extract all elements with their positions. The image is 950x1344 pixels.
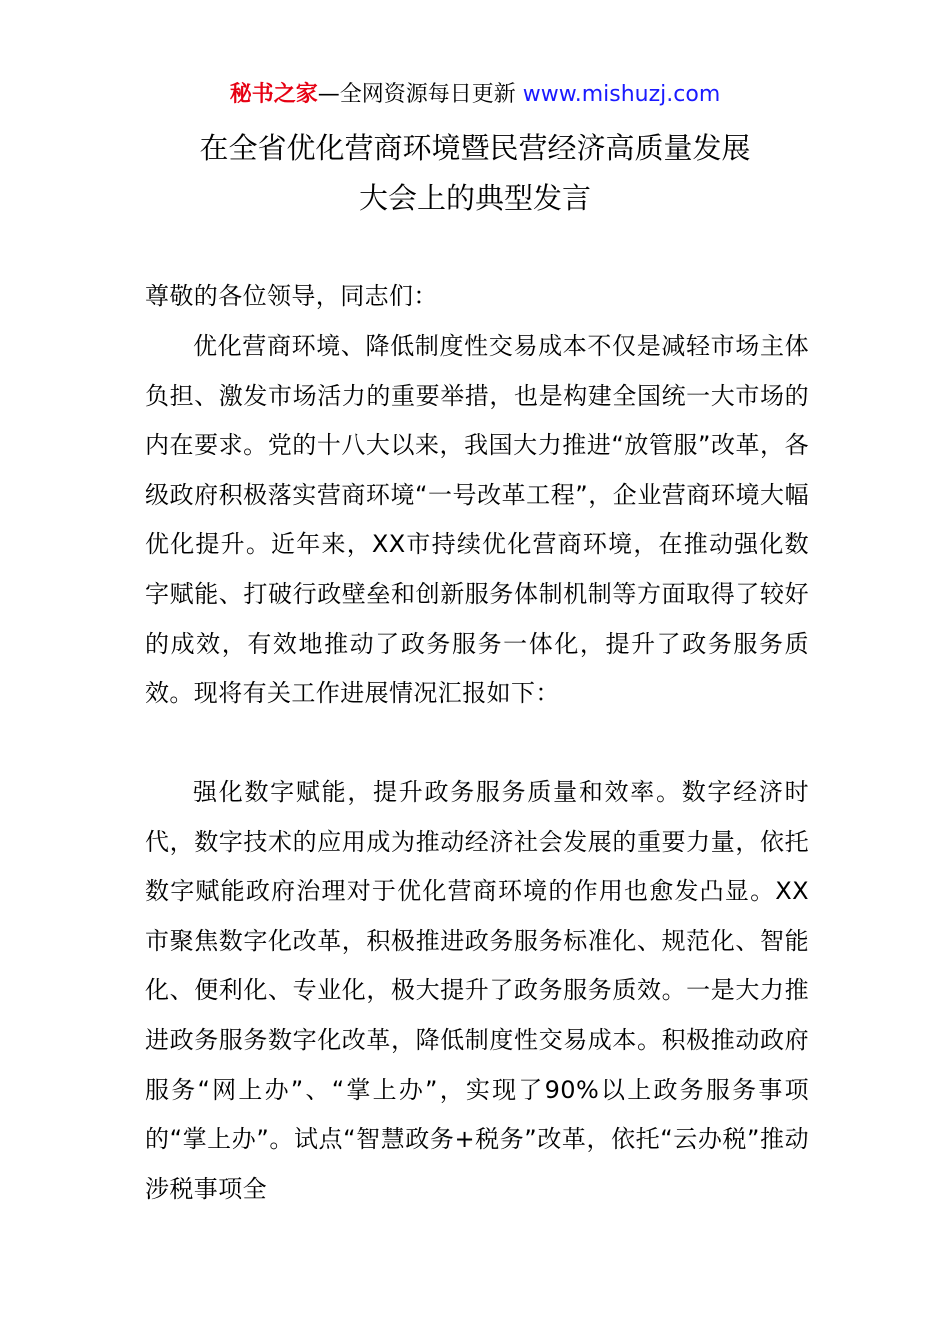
document-title-line-2: 大会上的典型发言: [358, 181, 591, 215]
site-header: [0, 80, 950, 110]
site-url-link[interactable]: www.mishuzj.com: [522, 82, 721, 107]
body-paragraph-2: 强化数字赋能，提升政务服务质量和效率。数字经济时代，数字技术的应用成为推动经济社会发展的重要力量，依托数字赋能政府治理对于优化营商环境的作用也愈发凸显。XX市聚焦数字化改革，积极推进政务服务标准化、规范化、智能化、便利化、专业化，极大提升了政务服务质效。一是大力推进政务服务数字化改革，降低制度性交易成本。积极推动政府服务“网上办”、“掌上办”，实现了90%以上政务服务事项的“掌上办”。试点“智慧政务+税务”改革，依托“云办税”推动涉税事项全: [145, 778, 809, 1203]
salutation: 尊敬的各位领导，同志们：: [145, 282, 438, 310]
body-paragraph-1: 优化营商环境、降低制度性交易成本不仅是减轻市场主体负担、激发市场活力的重要举措，也是构建全国统一大市场的内在要求。党的十八大以来，我国大力推进“放管服”改革，各级政府积极落实营商环境“一号改革工程”，企业营商环境大幅优化提升。近年来，XX市持续优化营商环境，在推动强化数字赋能、打破行政壁垒和创新服务体制机制等方面取得了较好的成效，有效地推动了政务服务一体化，提升了政务服务质效。现将有关工作进展情况汇报如下：: [145, 332, 809, 708]
document-title-line-1: 在全省优化营商环境暨民营经济高质量发展: [199, 131, 751, 165]
site-tagline: —全网资源每日更新: [317, 82, 523, 107]
site-brand: 秘书之家: [229, 82, 318, 107]
